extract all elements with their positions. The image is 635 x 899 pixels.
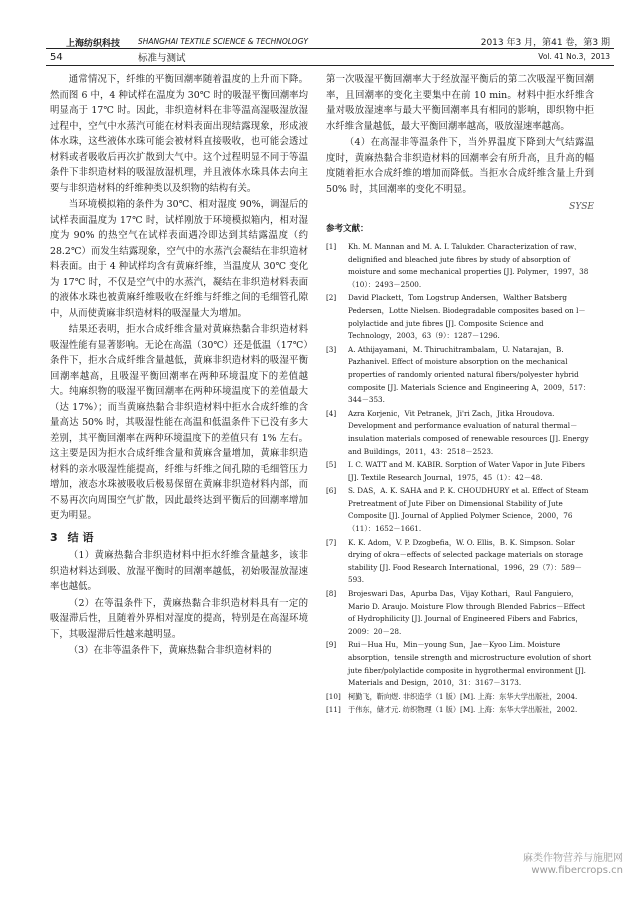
reference-text: Kh. M. Mannan and M. A. I. Talukder. Characterization of raw、delignified and bleached jute fibres by study of absorption of moisture and some mechanical properties [J]. Polymer，1997，38（10）：2493－2500. <box>348 242 589 289</box>
reference-text: Azra Korjenic，Vit Petranek，Ji'ri Zach，Jitka Hroudova. Development and performance evaluation of natural thermal－insulation materials composed of renewable resources [J]. Energy and Buildings，2011，43：2518－2523. <box>348 408 589 456</box>
reference-text: David Plackett，Tom Logstrup Andersen，Walther Batsberg Pedersen，Lotte Nielsen. Biodegradable composites based on l－polylactide and jute fibres [J]. Composite Science and Technology，2003，63（9）：1287－1296. <box>348 293 586 341</box>
reference-number: [9] <box>326 640 337 650</box>
conclusion-item: （3）在非等温条件下，黄麻热黏合非织造材料的 <box>68 645 272 656</box>
reference-item <box>326 537 594 587</box>
reference-number: [4] <box>326 408 337 418</box>
reference-text: Brojeswari Das，Apurba Das，Vijay Kothari，Raul Fanguiero，Mario D. Araujo. Moisture Flow through Blended Fabrics－Effect of Hydrophilicity [J]. Journal of Engineered Fibers and Fabrics，2009：20－28. <box>348 589 585 636</box>
header-rule-bottom <box>46 65 614 66</box>
journal-name-en: SHANGHAI TEXTILE SCIENCE & TECHNOLOGY <box>138 37 308 46</box>
reference-item <box>326 344 594 407</box>
reference-number: [1] <box>326 242 337 251</box>
reference-item <box>326 639 594 689</box>
reference-number: [7] <box>326 537 337 547</box>
conclusion-item: （2）在等温条件下，黄麻热黏合非织造材料具有一定的吸湿滞后性，且随着外界相对湿度的提高，特别是在高湿环境下，其吸湿滞后性越来越明显。 <box>50 597 308 640</box>
page-header <box>20 34 620 64</box>
conclusion-item: （4）在高湿非等温条件下，当外界温度下降到大气结露温度时，黄麻热黏合非织造材料的回潮率会有所升高，且升高的幅度随着拒水合成纤维的增加而降低。当拒水合成纤维含量上升到 50% 时，其回潮率的变化不明显。 <box>326 137 594 195</box>
page-number: 54 <box>50 52 63 63</box>
reference-number: [11] <box>326 705 341 715</box>
section-number: 3 <box>50 530 58 544</box>
body-paragraph: 当环境模拟箱的条件为 30℃、相对湿度 90%，调湿后的试样表面温度为 17℃ 时，试样刚放于环境模拟箱内，相对湿度为 90% 的热空气在试样表面遇冷即达到其结露温度（约 28.2℃）而发生结露现象，空气中的水蒸汽会凝结在非织造材料表面。由于 4 种试样均含有黄麻纤维，当温度从 30℃ 变化为 17℃ 时，不仅是空气中的水蒸汽，凝结在非织造材料表面的液体水珠也被黄麻纤维吸收在纤维与纤维之间的毛细管孔隙中，从而使黄麻非织造材料的吸湿量大为增加。 <box>50 199 308 319</box>
reference-item <box>326 588 594 638</box>
section-title: 结 语 <box>67 530 94 544</box>
reference-item <box>326 241 594 291</box>
conclusion-item: （1）黄麻热黏合非织造材料中拒水纤维含量越多，该非织造材料达到吸、放湿平衡时的回潮率越低，初始吸湿放湿速率也越低。 <box>50 550 308 592</box>
watermark-line: 麻类作物营养与施肥网 <box>523 853 623 864</box>
reference-text: 于伟东，储才元. 纺织物理（1 版）[M]. 上海：东华大学出版社，2002. <box>348 705 578 715</box>
reference-item <box>326 292 594 342</box>
section-name: 标准与测试 <box>138 53 186 64</box>
reference-text: S. DAS，A. K. SAHA and P. K. CHOUDHURY et al. Effect of Steam Pretreatment of Jute Fiber on Dimensional Stability of Jute Composite [J]. Journal of Applied Polymer Science，2000，76（11）：1652－1661. <box>348 486 589 534</box>
reference-text: 柯勤飞，靳向煜. 非织造学（1 版）[M]. 上海：东华大学出版社，2004. <box>348 691 578 701</box>
issue-info-en: Vol. 41 No.3，2013 <box>538 52 610 61</box>
references-title: 参考文献： <box>326 223 369 234</box>
body-paragraph: 通常情况下，纤维的平衡回潮率随着温度的上升而下降。然而图 6 中，4 种试样在温度为 30℃ 时的吸湿平衡回潮率均明显高于 17℃ 时。因此，非织造材料在非等温高湿吸湿放湿过程中，空气中水蒸汽可能在材料表面出现结露现象，形成液体水珠，这些液体水珠可能会被材料直接吸收，也可能会透过材料或者吸收后再次扩散到大气中。这个过程明显不同于等温条件下非织造材料的吸湿放湿机理，并且液体水珠具体去向主要与非织造材料的纤维种类以及织物的结构有关。 <box>50 74 308 194</box>
reference-number: [3] <box>326 344 337 354</box>
reference-text: A. Athijayamani，M. Thiruchitrambalam，U. Natarajan，B. Pazhanivel. Effect of moisture absorption on the mechanical properties of randomly oriented natural fibers/polyester hybrid composite [J]. Materials Science and Engineering A，2009，517：344－353. <box>348 344 591 405</box>
reference-number: [5] <box>326 460 337 470</box>
reference-number: [6] <box>326 486 337 496</box>
reference-text: I. C. WATT and M. KABIR. Sorption of Water Vapor in Jute Fibers [J]. Textile Research Journal，1975，45（1）：42－48. <box>348 460 585 482</box>
reference-text: Rui－Hua Hu，Min－young Sun，Jae－Kyoo Lim. Moisture absorption，tensile strength and microstructure evolution of short jute fiber/polylactide composite in hygrothermal environment [J]. Materials and Design，2010，31：3167－3173. <box>348 640 592 688</box>
issue-info-cn: 2013 年3 月，第41 卷，第3 期 <box>480 38 610 48</box>
body-paragraph: 结果还表明，拒水合成纤维含量对黄麻热黏合非织造材料吸湿性能有显著影响。无论在高温（30℃）还是低温（17℃）条件下，拒水合成纤维含量越低，黄麻非织造材料的吸湿平衡回潮率越高，且吸湿平衡回潮率在两种环境温度下的差值越大。纯麻织物的吸湿平衡回潮率在两种环境温度下的差值最大（达 17%）；而当黄麻热黏合非织造材料中拒水合成纤维的含量高达 50% 时，其吸湿性能在高温和低温条件下已没有多大差别，其平衡回潮率在两种环境温度下的差值只有 1% 左右。这主要是因为拒水合成纤维含量和黄麻含量增加，黄麻非织造材料的亲水吸湿性能提高，纤维与纤维之间孔隙的毛细管压力增加，液态水珠被吸收后极易保留在黄麻非织造材料内部，而不易再次向周围空气扩散，因此最终达到平衡后的回潮率增加更为明显。 <box>50 324 308 521</box>
journal-name-cn: 上海纺织科技 <box>66 39 121 49</box>
right-column <box>326 72 594 718</box>
reference-item <box>326 691 594 704</box>
watermark-line: www.fibercrops.cn <box>531 865 623 876</box>
end-signature: SYSE <box>569 202 594 212</box>
reference-item <box>326 704 594 717</box>
reference-number: [2] <box>326 293 337 303</box>
reference-number: [10] <box>326 691 341 701</box>
reference-item <box>326 459 594 484</box>
reference-item <box>326 485 594 535</box>
header-rule-top <box>46 48 614 49</box>
references-list <box>326 241 594 717</box>
section-heading <box>50 530 308 546</box>
reference-text: K. K. Adom，V. P. Dzogbefia，W. O. Ellis，B. K. Simpson. Solar drying of okra－effects of selected package materials on storage stability [J]. Food Research International，1996，29（7）：589－593. <box>348 537 584 585</box>
reference-number: [8] <box>326 589 337 599</box>
left-column <box>50 72 308 659</box>
body-paragraph: 第一次吸湿平衡回潮率大于经放湿平衡后的第二次吸湿平衡回潮率，且回潮率的变化主要集中在前 10 min。材料中拒水纤维含量对吸放湿速率与最大平衡回潮率具有相同的影响，即织物中拒水纤维含量越低，最大平衡回潮率越高，吸放湿速率越高。 <box>326 74 594 132</box>
watermark <box>523 853 623 877</box>
reference-item <box>326 408 594 458</box>
